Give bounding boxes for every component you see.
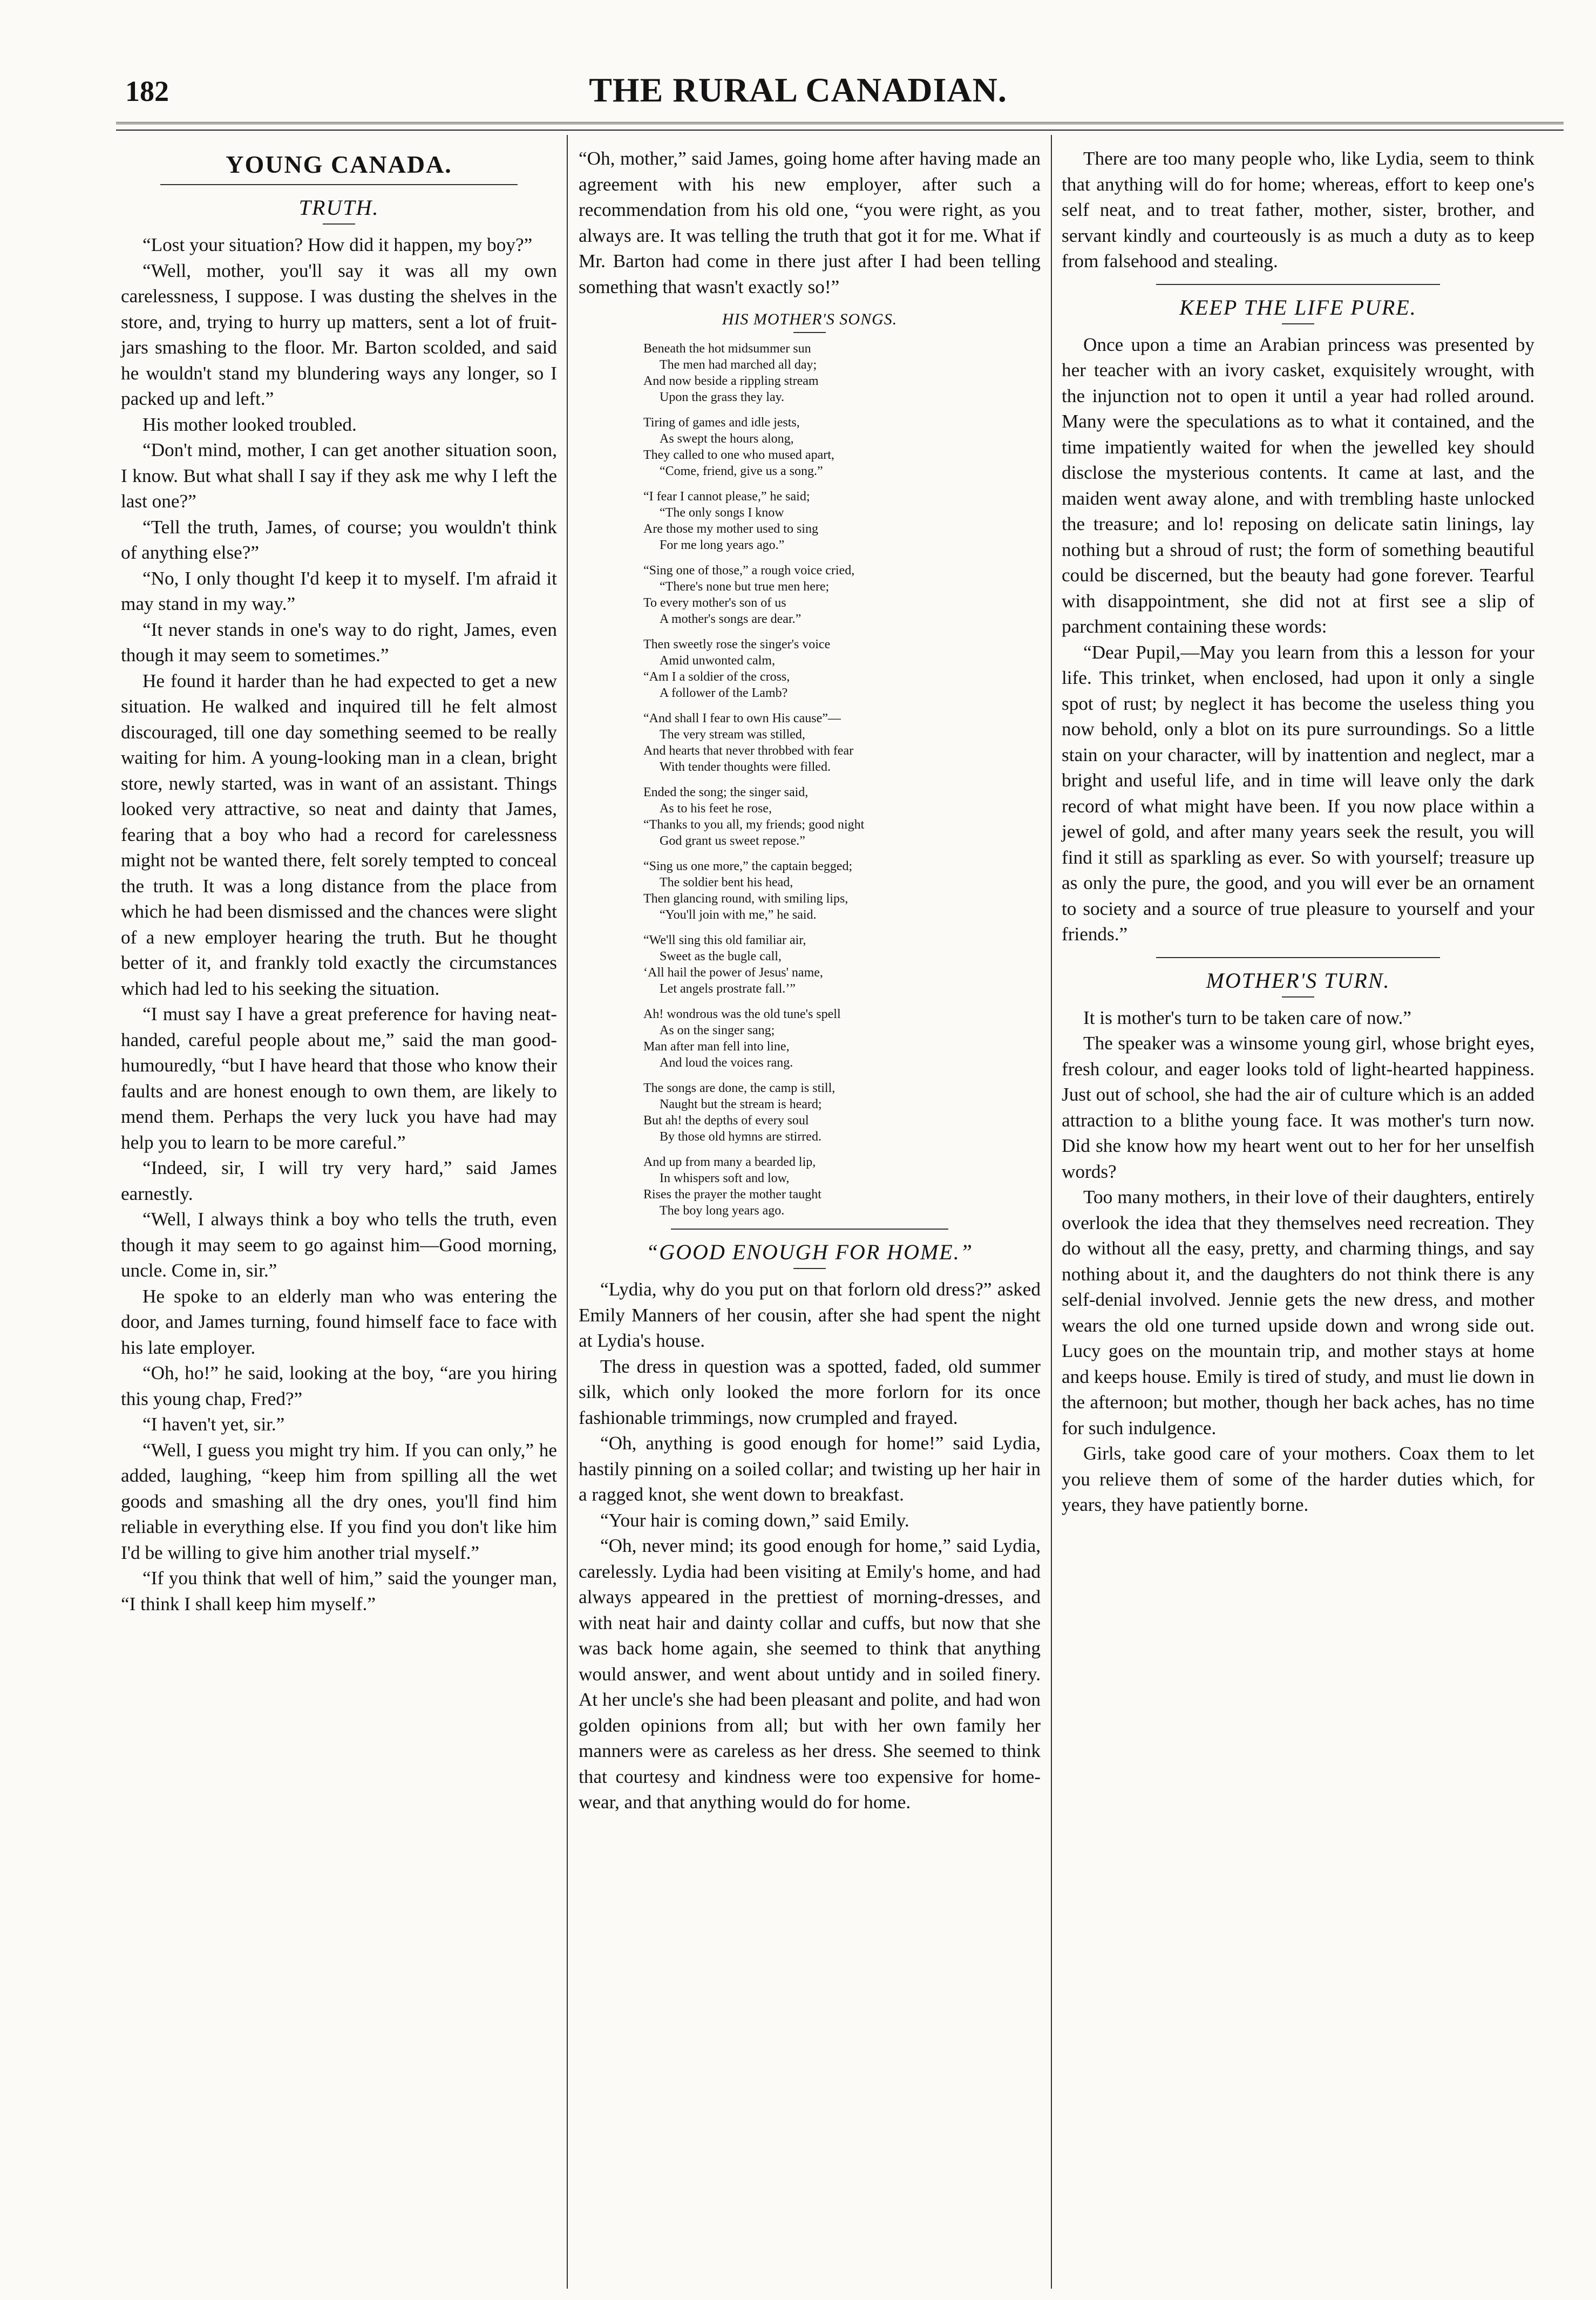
stanza xyxy=(643,1154,1041,1219)
verse-line: Ended the song; the singer said, xyxy=(643,785,809,799)
verse-line: Upon the grass they lay. xyxy=(660,390,785,404)
stanza xyxy=(643,562,1041,627)
verse-line: Tiring of games and idle jests, xyxy=(643,416,800,430)
stanza xyxy=(643,489,1041,553)
verse-line: As on the singer sang; xyxy=(660,1023,775,1037)
story-divider xyxy=(1156,284,1440,285)
paragraph: “Tell the truth, James, of course; you wouldn't think of anything else?” xyxy=(121,516,557,563)
story-title-truth: TRUTH. xyxy=(298,195,379,220)
paragraph: Once upon a time an Arabian princess was presented by her teacher with an ivory casket, exquisitely wrought, with the injunction not to open it until a year had rolled around. Many were the speculations as to what it contained, and the time impatiently waited for when the jewelled key should disclose the mysterious contents. It came at last, and the maiden went away alone, and with trembling haste unlocked the treasure; and lo! reposing on delicate satin linings, lay nothing but a shroud of rust; the form of something beautiful could be discerned, but the beauty had gone forever. Tearful with disappointment, she did not at first see a slip of parchment containing these words: xyxy=(1062,334,1534,637)
stanza xyxy=(643,415,1041,479)
column-divider xyxy=(567,135,568,2289)
verse-line: Then sweetly rose the singer's voice xyxy=(643,637,831,652)
verse-line: “Thanks to you all, my friends; good night xyxy=(643,818,865,832)
paragraph: There are too many people who, like Lydia, seem to think that anything will do for home; whereas, effort to keep one's self neat, and to treat father, mother, sister, brother, and servant kindly and courteously is as much a duty as to keep from falsehood and stealing. xyxy=(1062,148,1534,272)
story-title-mothers-turn: MOTHER'S TURN. xyxy=(1206,968,1390,993)
story-divider xyxy=(1156,957,1440,958)
paragraph: He spoke to an elderly man who was entering the door, and James turning, found himself face to face with his late employer. xyxy=(121,1285,557,1358)
paragraph: The speaker was a winsome young girl, whose bright eyes, fresh colour, and eager looks told of light-hearted happiness. Just out of school, she had the air of culture which is an added attraction to a blithe young face. It was mother's turn now. Did she know how my heart went out to her for her unselfish words? xyxy=(1062,1033,1534,1182)
column-divider xyxy=(1051,135,1052,2289)
paragraph: It is mother's turn to be taken care of now.” xyxy=(1083,1007,1411,1028)
stanza xyxy=(643,341,1041,405)
verse-line: God grant us sweet repose.” xyxy=(660,834,805,848)
page-number: 182 xyxy=(125,75,169,107)
stanza xyxy=(643,636,1041,701)
paragraph: “Your hair is coming down,” said Emily. xyxy=(600,1509,909,1531)
story-title-good-enough-for-home: “GOOD ENOUGH FOR HOME.” xyxy=(646,1240,973,1264)
paragraph: “Oh, mother,” said James, going home after having made an agreement with his new employer, after such a recommendation from his old one, “you were right, as you always are. It was telling the truth that got it for me. What if Mr. Barton had come in there just after I had been telling something that wasn't exactly so!” xyxy=(579,148,1041,297)
paragraph: Girls, take good care of your mothers. Coax them to let you relieve them of some of the harder duties which, for years, they have patiently borne. xyxy=(1062,1443,1534,1515)
verse-line: The songs are done, the camp is still, xyxy=(643,1081,836,1095)
story-body-good-enough-for-home xyxy=(579,1277,1041,1815)
verse-line: And now beside a rippling stream xyxy=(643,374,819,388)
verse-line: “Am I a soldier of the cross, xyxy=(643,670,790,684)
title-rule xyxy=(323,223,355,225)
masthead-title: THE RURAL CANADIAN. xyxy=(589,71,1007,109)
verse-line: To every mother's son of us xyxy=(643,596,786,610)
verse-line: “And shall I fear to own His cause”— xyxy=(643,711,841,725)
section-rule xyxy=(160,184,518,185)
paragraph: “I haven't yet, sir.” xyxy=(142,1414,285,1435)
paragraph: Too many mothers, in their love of their daughters, entirely overlook the idea that they themselves need recreation. They do without all the easy, pretty, and charming things, and say nothing about it, and the daughters do not think there is any self-denial involved. Jennie gets the new dress, and mother wears the old one turned upside down and wrong side out. Lucy goes on the mountain trip, and mother stays at home and keeps house. Emily is tired of study, and must lie down in the afternoon; but mother, though her back aches, has no time for such indulgence. xyxy=(1062,1186,1534,1439)
paragraph: “It never stands in one's way to do right, James, even though it may seem to sometimes.” xyxy=(121,619,557,666)
verse-line: Sweet as the bugle call, xyxy=(660,949,782,964)
poem-body xyxy=(579,341,1041,1219)
stanza xyxy=(643,1006,1041,1071)
story-title-keep-the-life-pure: KEEP THE LIFE PURE. xyxy=(1179,295,1417,320)
verse-line: ‘All hail the power of Jesus' name, xyxy=(643,966,823,980)
verse-line: The very stream was stilled, xyxy=(660,728,805,742)
paragraph: “Oh, ho!” he said, looking at the boy, “are you hiring this young chap, Fred?” xyxy=(121,1362,557,1409)
stanza xyxy=(643,1080,1041,1145)
title-rule xyxy=(1282,323,1314,324)
verse-line: Beneath the hot midsummer sun xyxy=(643,342,811,356)
verse-line: As to his feet he rose, xyxy=(660,802,772,816)
paragraph: “Well, I always think a boy who tells the truth, even though it may seem to go against him—Good morning, uncle. Come in, sir.” xyxy=(121,1209,557,1281)
paragraph: He found it harder than he had expected to get a new situation. He walked and inquired till he felt almost discouraged, till one day something seemed to be really waiting for him. A young-looking man in a clean, bright store, newly started, was in want of an assistant. Things looked very attractive, so neat and dainty that James, fearing that a boy who had a record for carelessness might not be wanted there, felt sorely tempted to conceal the truth. It was a long distance from the place from which he had been dismissed and the chances were slight of a new employer hearing the truth. But he thought better of it, and frankly told exactly the circumstances which had led to his seeking the situation. xyxy=(121,670,557,999)
verse-line: The men had marched all day; xyxy=(660,358,817,372)
paragraph: “I must say I have a great preference for having neat-handed, careful people about me,” said the man good-humouredly, “but I have heard that those who know their faults and are honest enough to own them, are likely to mend them. Perhaps the very luck you have had may help you to learn to be more careful.” xyxy=(121,1003,557,1153)
verse-line: Then glancing round, with smiling lips, xyxy=(643,892,848,906)
verse-line: “The only songs I know xyxy=(660,506,784,520)
story-body-truth xyxy=(121,232,557,1617)
column-right xyxy=(1055,135,1541,2299)
column-left xyxy=(114,135,563,2299)
stanza xyxy=(643,710,1041,775)
paragraph: “Oh, never mind; its good enough for home,” said Lydia, carelessly. Lydia had been visiting at Emily's home, and had always appeared in the prettiest of morning-dresses, and with neat hair and dainty collar and cuffs, but now that she was back home again, she seemed to think that anything would answer, and went about untidy and in soiled finery. At her uncle's she had been pleasant and polite, and had won golden opinions from all; but with her own family her manners were as careless as her dress. She seemed to think that courtesy and kindness were too expensive for home-wear, and that anything would do for home. xyxy=(579,1535,1041,1813)
verse-line: “You'll join with me,” he said. xyxy=(660,908,817,922)
paragraph: “Dear Pupil,—May you learn from this a lesson for your life. This trinket, when enclosed, had upon it only a single spot of rust; by neglect it has become the useless thing you now behold, only a blot on its pure surroundings. So a little stain on your character, will by inattention and neglect, mar a bright and useful life, and in time will leave only the dark record of what might have been. If you now place within a jewel of gold, and after many years seek the result, you will find it still as sparkling as ever. So with yourself; treasure up as only the pure, the good, and you will ever be an ornament to society and a source of true pleasure to yourself and your friends.” xyxy=(1062,641,1534,945)
verse-line: “Sing us one more,” the captain begged; xyxy=(643,859,853,873)
verse-line: Amid unwonted calm, xyxy=(660,654,775,668)
title-rule xyxy=(793,332,826,333)
verse-line: Naught but the stream is heard; xyxy=(660,1097,822,1111)
poem-title: HIS MOTHER'S SONGS. xyxy=(722,310,898,328)
verse-line: A mother's songs are dear.” xyxy=(660,612,802,626)
paragraph: “Lydia, why do you put on that forlorn old dress?” asked Emily Manners of her cousin, after she had spent the night at Lydia's house. xyxy=(579,1279,1041,1351)
header-rule-secondary xyxy=(116,130,1564,131)
stanza xyxy=(643,858,1041,923)
paragraph: His mother looked troubled. xyxy=(142,413,357,435)
verse-line: With tender thoughts were filled. xyxy=(660,760,831,774)
header-rule xyxy=(116,122,1564,124)
column-middle xyxy=(572,135,1047,2299)
story-divider xyxy=(671,1229,948,1230)
title-rule xyxy=(1282,996,1314,998)
verse-line: They called to one who mused apart, xyxy=(643,448,834,462)
verse-line: Rises the prayer the mother taught xyxy=(643,1188,821,1202)
paragraph: “Don't mind, mother, I can get another situation soon, I know. But what shall I say if they ask me why I left the last one?” xyxy=(121,439,557,512)
verse-line: Are those my mother used to sing xyxy=(643,522,818,536)
page-header xyxy=(0,0,1596,135)
story-body-mothers-turn xyxy=(1062,1005,1534,1518)
paragraph: “Well, I guess you might try him. If you can only,” he added, laughing, “keep him from spilling all the wet goods and smashing all the dry ones, you'll find him reliable in everything else. If you find you don't like him I'd be willing to give him another trial myself.” xyxy=(121,1439,557,1563)
verse-line: “There's none but true men here; xyxy=(660,580,830,594)
paragraph: “Well, mother, you'll say it was all my own carelessness, I suppose. I was dusting the shelves in the store, and, trying to hurry up matters, sent a lot of fruit-jars smashing to the floor. Mr. Barton scolded, and said he wouldn't stand my blundering ways any longer, so I packed up and left.” xyxy=(121,260,557,409)
paragraph: The dress in question was a spotted, faded, old summer silk, which only looked the more forlorn for its once fashionable trimmings, now crumpled and frayed. xyxy=(579,1355,1041,1428)
title-rule xyxy=(793,1268,826,1269)
verse-line: In whispers soft and low, xyxy=(660,1171,790,1185)
paragraph: “If you think that well of him,” said the younger man, “I think I shall keep him myself.” xyxy=(121,1568,557,1614)
stanza xyxy=(643,932,1041,997)
verse-line: And up from many a bearded lip, xyxy=(643,1155,816,1169)
verse-line: “Come, friend, give us a song.” xyxy=(660,464,823,478)
verse-line: “I fear I cannot please,” he said; xyxy=(643,490,810,504)
verse-line: A follower of the Lamb? xyxy=(660,686,788,700)
verse-line: For me long years ago.” xyxy=(660,538,785,552)
verse-line: The soldier bent his head, xyxy=(660,876,793,890)
paragraph: “No, I only thought I'd keep it to myself. I'm afraid it may stand in my way.” xyxy=(121,567,557,614)
verse-line: “We'll sing this old familiar air, xyxy=(643,933,806,947)
stanza xyxy=(643,784,1041,849)
story-body-keep-the-life-pure xyxy=(1062,332,1534,947)
paragraph: “Lost your situation? How did it happen, my boy?” xyxy=(142,234,533,255)
verse-line: The boy long years ago. xyxy=(660,1204,785,1218)
verse-line: “Sing one of those,” a rough voice cried, xyxy=(643,564,855,578)
verse-line: And hearts that never throbbed with fear xyxy=(643,744,854,758)
section-title: YOUNG CANADA. xyxy=(226,151,452,178)
verse-line: Man after man fell into line, xyxy=(643,1040,790,1054)
verse-line: As swept the hours along, xyxy=(660,432,794,446)
paragraph: “Indeed, sir, I will try very hard,” said James earnestly. xyxy=(121,1157,557,1204)
verse-line: But ah! the depths of every soul xyxy=(643,1114,809,1128)
verse-line: Ah! wondrous was the old tune's spell xyxy=(643,1007,841,1021)
verse-line: By those old hymns are stirred. xyxy=(660,1130,821,1144)
verse-line: And loud the voices rang. xyxy=(660,1056,793,1070)
paragraph: “Oh, anything is good enough for home!” said Lydia, hastily pinning on a soiled collar; and twisting up her hair in a ragged knot, she went down to breakfast. xyxy=(579,1433,1041,1505)
verse-line: Let angels prostrate fall.’” xyxy=(660,982,796,996)
